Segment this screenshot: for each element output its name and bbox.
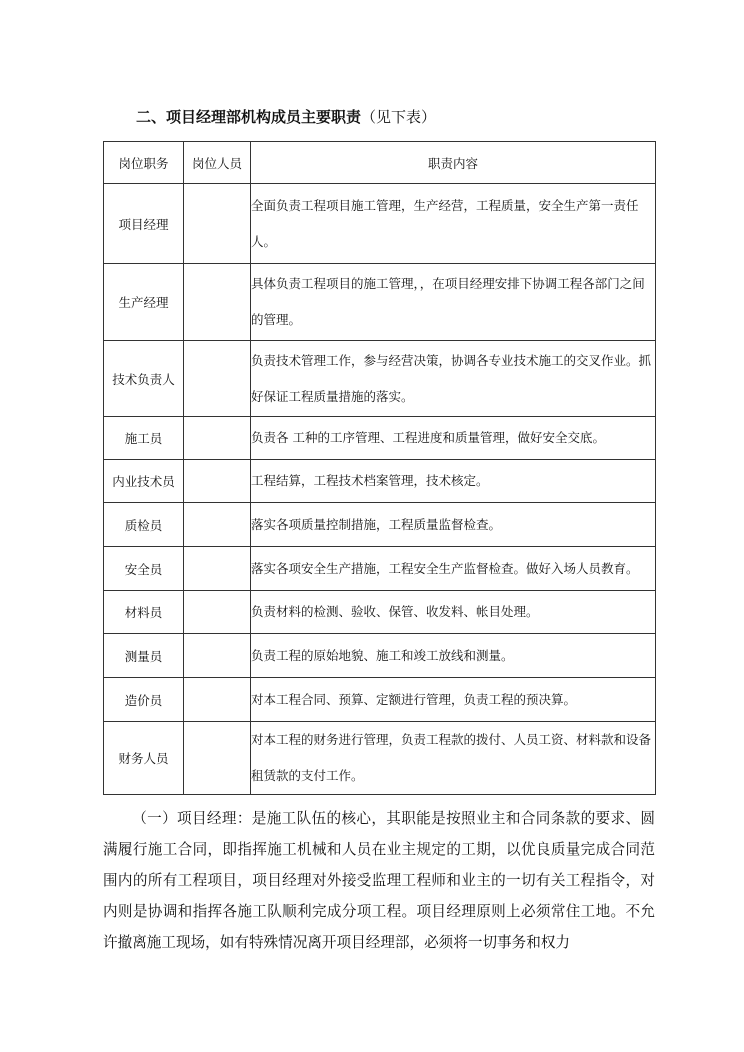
table-row: [104, 591, 656, 634]
role-cell: 质检员: [104, 503, 184, 547]
person-cell: [184, 547, 251, 591]
section-heading: [136, 106, 436, 128]
table-row: [104, 722, 656, 795]
table-row: [104, 460, 656, 503]
table-header-row: [104, 142, 656, 184]
duty-cell: 具体负责工程项目的施工管理，，在项目经理安排下协调工程各部门之间的管理。: [251, 264, 656, 341]
person-cell: [184, 722, 251, 795]
duty-cell: 落实各项安全生产措施，工程安全生产监督检查。做好入场人员教育。: [251, 547, 656, 591]
role-cell: 施工员: [104, 417, 184, 460]
table-row: [104, 417, 656, 460]
table-row: [104, 547, 656, 591]
role-cell: 项目经理: [104, 184, 184, 264]
table-row: [104, 341, 656, 417]
section-heading-note: （见下表）: [361, 108, 437, 126]
role-cell: 技术负责人: [104, 341, 184, 417]
duty-cell: 落实各项质量控制措施，工程质量监督检查。: [251, 503, 656, 547]
duty-cell: 负责材料的检测、验收、保管、收发料、帐目处理。: [251, 591, 656, 634]
duties-table: [103, 141, 656, 795]
duty-cell: 负责各 工种的工序管理、工程进度和质量管理，做好安全交底。: [251, 417, 656, 460]
person-cell: [184, 341, 251, 417]
person-cell: [184, 591, 251, 634]
header-person: 岗位人员: [184, 142, 251, 184]
person-cell: [184, 503, 251, 547]
role-cell: 测量员: [104, 634, 184, 678]
table-row: [104, 264, 656, 341]
role-cell: 生产经理: [104, 264, 184, 341]
role-cell: 安全员: [104, 547, 184, 591]
duty-cell: 对本工程合同、预算、定额进行管理，负责工程的预决算。: [251, 678, 656, 722]
table-row: [104, 503, 656, 547]
duty-cell: 工程结算，工程技术档案管理，技术核定。: [251, 460, 656, 503]
table-row: [104, 634, 656, 678]
header-duty: 职责内容: [251, 142, 656, 184]
duty-cell: 全面负责工程项目施工管理，生产经营，工程质量，安全生产第一责任人。: [251, 184, 656, 264]
person-cell: [184, 417, 251, 460]
table-row: [104, 678, 656, 722]
section-heading-title: 二、项目经理部机构成员主要职责: [136, 108, 362, 126]
header-role: 岗位职务: [104, 142, 184, 184]
person-cell: [184, 634, 251, 678]
role-cell: 财务人员: [104, 722, 184, 795]
person-cell: [184, 460, 251, 503]
role-cell: 内业技术员: [104, 460, 184, 503]
role-cell: 造价员: [104, 678, 184, 722]
person-cell: [184, 264, 251, 341]
duty-cell: 负责技术管理工作，参与经营决策，协调各专业技术施工的交叉作业。抓好保证工程质量措施的落实。: [251, 341, 656, 417]
duty-cell: 负责工程的原始地貌、施工和竣工放线和测量。: [251, 634, 656, 678]
table-row: [104, 184, 656, 264]
person-cell: [184, 184, 251, 264]
body-paragraph: （一）项目经理：是施工队伍的核心，其职能是按照业主和合同条款的要求、圆满履行施工合同，即指挥施工机械和人员在业主规定的工期，以优良质量完成合同范围内的所有工程项目，项目经理对外接受监理工程师和业主的一切有关工程指令，对内则是协调和指挥各施工队顺利完成分项工程。项目经理原则上必须常住工地。不允许撤离施工现场，如有特殊情况离开项目经理部，必须将一切事务和权力: [103, 810, 655, 951]
duty-cell: 对本工程的财务进行管理，负责工程款的拨付、人员工资、材料款和设备租赁款的支付工作。: [251, 722, 656, 795]
role-cell: 材料员: [104, 591, 184, 634]
person-cell: [184, 678, 251, 722]
